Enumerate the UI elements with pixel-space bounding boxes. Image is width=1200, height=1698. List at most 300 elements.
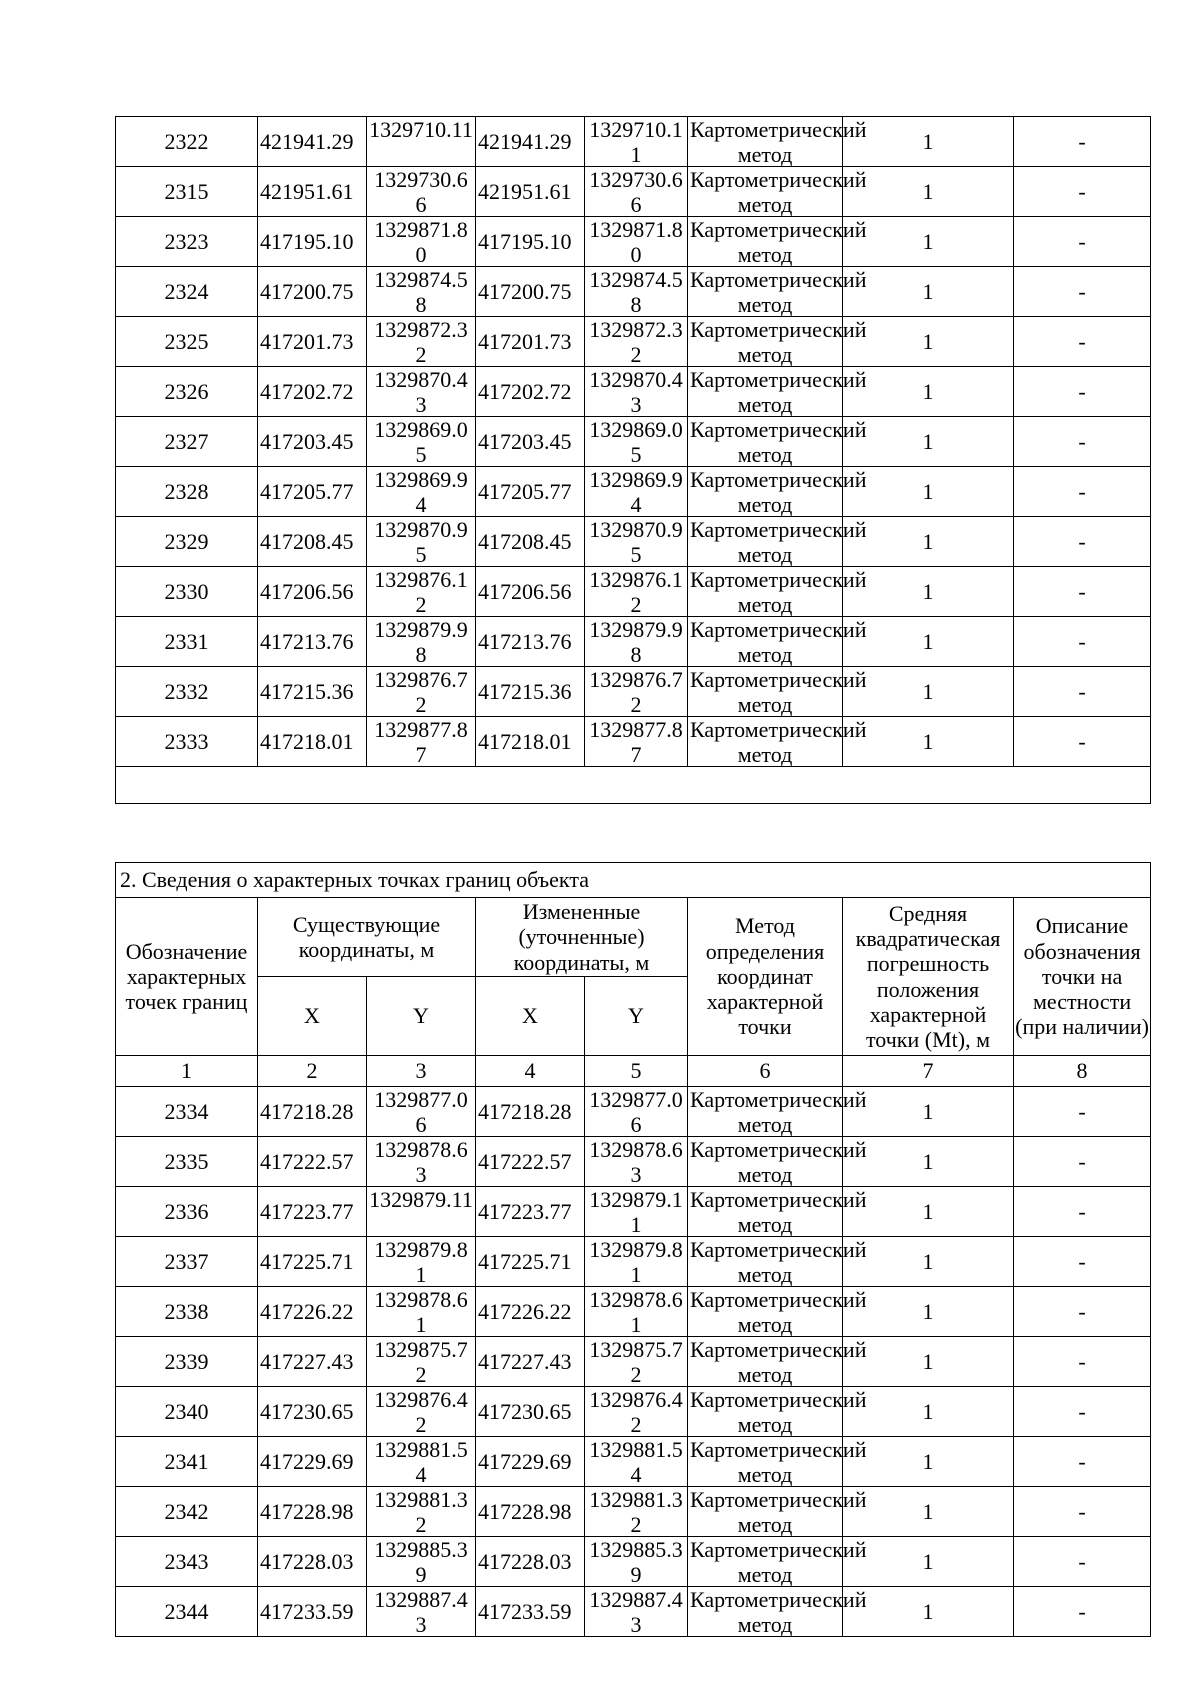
method-cell [688,367,867,417]
mean-error-cell: 1 [843,1537,1014,1587]
method-cell-text: Картометрический метод [690,567,867,617]
method-cell [688,1137,867,1187]
method-cell-text: Картометрический метод [690,1187,867,1237]
changed-y-cell-text: 1329879.98 [589,617,683,667]
changed-y-cell [585,267,688,317]
method-cell [688,617,867,667]
description-cell: - [1014,717,1151,767]
changed-x-cell: 417202.72 [476,367,585,417]
changed-y-cell [585,1587,688,1637]
existing-y-cell [367,417,476,467]
description-cell: - [1014,267,1151,317]
changed-y-cell [585,1287,688,1337]
description-cell: - [1014,1337,1151,1387]
point-number-cell: 2333 [116,717,258,767]
existing-y-cell [367,267,476,317]
existing-x-cell: 421941.29 [258,117,367,167]
existing-y-cell-text: 1329877.06 [374,1087,468,1137]
method-cell-text: Картометрический метод [690,267,867,317]
method-cell [688,317,867,367]
description-cell: - [1014,1387,1151,1437]
changed-y-cell-text: 1329878.61 [589,1287,683,1337]
table-row [116,1387,1151,1437]
existing-y-cell-text: 1329869.94 [374,467,468,517]
method-cell [688,217,867,267]
point-number-cell: 2338 [116,1287,258,1337]
existing-y-cell-text: 1329869.05 [374,417,468,467]
description-cell: - [1014,1437,1151,1487]
table-body [116,863,1151,1637]
changed-y-cell-text: 1329881.54 [589,1437,683,1487]
method-cell-text: Картометрический метод [690,217,867,267]
method-cell-text: Картометрический метод [690,667,867,717]
column-number: 1 [116,1056,258,1087]
changed-x-cell: 417200.75 [476,267,585,317]
changed-x-cell: 417195.10 [476,217,585,267]
coordinates-table-continued [115,116,1151,804]
method-cell-text: Картометрический метод [690,467,867,517]
existing-x-cell: 417215.36 [258,667,367,717]
existing-y-cell-text: 1329875.72 [374,1337,468,1387]
changed-y-cell [585,1087,688,1137]
existing-x-cell: 417213.76 [258,617,367,667]
changed-x-cell: 417228.03 [476,1537,585,1587]
description-cell: - [1014,1537,1151,1587]
existing-y-cell-text: 1329876.42 [374,1387,468,1437]
existing-y-cell [367,567,476,617]
existing-y-cell [367,1087,476,1137]
method-cell-text: Картометрический метод [690,1237,867,1287]
table-row [116,1587,1151,1637]
mean-error-cell: 1 [843,167,1014,217]
mean-error-cell: 1 [843,1237,1014,1287]
changed-y-cell-text: 1329876.12 [589,567,683,617]
point-number-cell: 2335 [116,1137,258,1187]
mean-error-cell: 1 [843,1387,1014,1437]
point-number-cell: 2336 [116,1187,258,1237]
method-cell-text: Картометрический метод [690,717,867,767]
description-cell: - [1014,1487,1151,1537]
existing-y-cell [367,717,476,767]
column-number: 4 [476,1056,585,1087]
changed-y-cell [585,1387,688,1437]
existing-x-cell: 417208.45 [258,517,367,567]
existing-x-cell: 417228.03 [258,1537,367,1587]
method-cell [688,1087,867,1137]
changed-x-cell: 417213.76 [476,617,585,667]
changed-y-cell-text: 1329869.94 [589,467,683,517]
existing-y-cell-text: 1329870.95 [374,517,468,567]
existing-x-cell: 417230.65 [258,1387,367,1437]
point-number-cell: 2327 [116,417,258,467]
description-cell: - [1014,617,1151,667]
changed-y-cell-text: 1329875.72 [589,1337,683,1387]
method-cell [688,1487,867,1537]
existing-x-cell: 417233.59 [258,1587,367,1637]
changed-y-cell [585,167,688,217]
changed-y-cell [585,567,688,617]
description-cell: - [1014,417,1151,467]
description-cell: - [1014,667,1151,717]
header-point-designation: Обозначение характерных точек границ [116,898,258,1056]
changed-y-cell [585,517,688,567]
table-row [116,617,1151,667]
mean-error-cell: 1 [843,567,1014,617]
changed-y-cell [585,467,688,517]
point-number-cell: 2322 [116,117,258,167]
point-number-cell: 2342 [116,1487,258,1537]
table-row [116,667,1151,717]
method-cell [688,517,867,567]
existing-y-cell [367,467,476,517]
method-cell [688,1187,867,1237]
existing-y-cell [367,667,476,717]
method-cell-text: Картометрический метод [690,1437,867,1487]
header-x-changed: X [476,977,585,1056]
point-number-cell: 2343 [116,1537,258,1587]
existing-y-cell-text: 1329878.63 [374,1137,468,1187]
point-number-cell: 2331 [116,617,258,667]
description-cell: - [1014,1087,1151,1137]
changed-y-cell [585,117,688,167]
method-cell [688,1537,867,1587]
changed-y-cell-text: 1329871.80 [589,217,683,267]
existing-y-cell [367,1537,476,1587]
changed-y-cell-text: 1329710.11 [589,117,683,167]
changed-y-cell-text: 1329870.43 [589,367,683,417]
existing-y-cell [367,617,476,667]
point-number-cell: 2344 [116,1587,258,1637]
column-number: 6 [688,1056,843,1087]
mean-error-cell: 1 [843,617,1014,667]
method-cell-text: Картометрический метод [690,1287,867,1337]
table-row [116,217,1151,267]
method-cell [688,1437,867,1487]
table-row [116,1187,1151,1237]
method-cell-text: Картометрический метод [690,317,867,367]
method-cell-text: Картометрический метод [690,367,867,417]
method-cell [688,1287,867,1337]
mean-error-cell: 1 [843,1087,1014,1137]
changed-x-cell: 417233.59 [476,1587,585,1637]
description-cell: - [1014,1287,1151,1337]
header-description: Описание обозначения точки на местности (при наличии) [1014,898,1151,1056]
point-number-cell: 2329 [116,517,258,567]
existing-x-cell: 417205.77 [258,467,367,517]
method-cell [688,117,867,167]
description-cell: - [1014,217,1151,267]
changed-y-cell [585,1187,688,1237]
method-cell [688,467,867,517]
description-cell: - [1014,567,1151,617]
changed-x-cell: 417205.77 [476,467,585,517]
existing-x-cell: 417218.01 [258,717,367,767]
mean-error-cell: 1 [843,117,1014,167]
column-number: 8 [1014,1056,1151,1087]
table-row [116,1087,1151,1137]
changed-y-cell-text: 1329730.66 [589,167,683,217]
table-row [116,1487,1151,1537]
existing-y-cell [367,217,476,267]
point-number-cell: 2328 [116,467,258,517]
changed-y-cell-text: 1329887.43 [589,1587,683,1637]
header-existing-coordinates: Существующие координаты, м [258,898,476,977]
changed-y-cell-text: 1329878.63 [589,1137,683,1187]
existing-y-cell [367,517,476,567]
boundary-points-table [115,862,1151,1637]
existing-x-cell: 417195.10 [258,217,367,267]
method-cell-text: Картометрический метод [690,1387,867,1437]
existing-y-cell-text: 1329870.43 [374,367,468,417]
method-cell-text: Картометрический метод [690,1137,867,1187]
changed-y-cell [585,1237,688,1287]
method-cell-text: Картометрический метод [690,1487,867,1537]
existing-y-cell [367,367,476,417]
changed-y-cell [585,367,688,417]
existing-y-cell [367,1437,476,1487]
mean-error-cell: 1 [843,1437,1014,1487]
mean-error-cell: 1 [843,267,1014,317]
existing-y-cell-text: 1329876.12 [374,567,468,617]
changed-x-cell: 417225.71 [476,1237,585,1287]
method-cell-text: Картометрический метод [690,117,867,167]
existing-y-cell [367,1187,476,1237]
existing-x-cell: 417223.77 [258,1187,367,1237]
changed-y-cell-text: 1329870.95 [589,517,683,567]
point-number-cell: 2315 [116,167,258,217]
changed-x-cell: 417218.28 [476,1087,585,1137]
table-row [116,1337,1151,1387]
mean-error-cell: 1 [843,1137,1014,1187]
changed-y-cell-text: 1329885.39 [589,1537,683,1587]
mean-error-cell: 1 [843,1337,1014,1387]
changed-y-cell [585,617,688,667]
description-cell: - [1014,1187,1151,1237]
description-cell: - [1014,167,1151,217]
table-row [116,517,1151,567]
section-title: 2. Сведения о характерных точках границ объекта [116,863,1151,898]
existing-y-cell [367,1237,476,1287]
mean-error-cell: 1 [843,667,1014,717]
table-row [116,367,1151,417]
header-y-existing: Y [367,977,476,1056]
existing-x-cell: 417202.72 [258,367,367,417]
changed-y-cell-text: 1329876.42 [589,1387,683,1437]
changed-x-cell: 421941.29 [476,117,585,167]
table-row [116,267,1151,317]
existing-x-cell: 417228.98 [258,1487,367,1537]
table-row [116,467,1151,517]
changed-y-cell [585,667,688,717]
changed-x-cell: 417215.36 [476,667,585,717]
existing-y-cell [367,1137,476,1187]
point-number-cell: 2340 [116,1387,258,1437]
changed-y-cell [585,1437,688,1487]
method-cell [688,717,867,767]
changed-y-cell [585,317,688,367]
point-number-cell: 2341 [116,1437,258,1487]
column-numbers-row [116,1056,1151,1087]
header-changed-coordinates: Измененные (уточненные) координаты, м [476,898,688,977]
existing-y-cell-text: 1329879.81 [374,1237,468,1287]
existing-x-cell: 417225.71 [258,1237,367,1287]
point-number-cell: 2325 [116,317,258,367]
method-cell-text: Картометрический метод [690,617,867,667]
table-row [116,417,1151,467]
column-number: 2 [258,1056,367,1087]
existing-x-cell: 417229.69 [258,1437,367,1487]
mean-error-cell: 1 [843,1587,1014,1637]
column-number: 7 [843,1056,1014,1087]
existing-x-cell: 417200.75 [258,267,367,317]
description-cell: - [1014,1237,1151,1287]
mean-error-cell: 1 [843,417,1014,467]
header-y-changed: Y [585,977,688,1056]
existing-y-cell-text: 1329885.39 [374,1537,468,1587]
table-row [116,567,1151,617]
point-number-cell: 2323 [116,217,258,267]
description-cell: - [1014,1137,1151,1187]
method-cell [688,417,867,467]
existing-y-cell-text: 1329887.43 [374,1587,468,1637]
empty-cell [116,767,1151,804]
changed-x-cell: 417208.45 [476,517,585,567]
changed-x-cell: 417227.43 [476,1337,585,1387]
changed-y-cell-text: 1329877.06 [589,1087,683,1137]
changed-y-cell [585,1487,688,1537]
changed-x-cell: 417228.98 [476,1487,585,1537]
mean-error-cell: 1 [843,517,1014,567]
changed-x-cell: 417223.77 [476,1187,585,1237]
table-row [116,717,1151,767]
method-cell-text: Картометрический метод [690,1587,867,1637]
column-number: 5 [585,1056,688,1087]
method-cell [688,1387,867,1437]
existing-y-cell [367,1587,476,1637]
existing-y-cell [367,1287,476,1337]
method-cell-text: Картометрический метод [690,1087,867,1137]
changed-x-cell: 417230.65 [476,1387,585,1437]
table-row [116,1537,1151,1587]
changed-x-cell: 417206.56 [476,567,585,617]
existing-x-cell: 421951.61 [258,167,367,217]
existing-y-cell [367,317,476,367]
existing-x-cell: 417203.45 [258,417,367,467]
point-number-cell: 2334 [116,1087,258,1137]
existing-y-cell-text: 1329710.11 [369,117,473,142]
changed-y-cell [585,217,688,267]
table-row [116,167,1151,217]
empty-row [116,767,1151,804]
changed-x-cell: 417226.22 [476,1287,585,1337]
method-cell [688,567,867,617]
existing-y-cell-text: 1329876.72 [374,667,468,717]
changed-y-cell-text: 1329879.11 [589,1187,683,1237]
existing-y-cell [367,117,476,167]
description-cell: - [1014,317,1151,367]
header-method: Метод определения координат характерной точки [688,898,843,1056]
table-row [116,1287,1151,1337]
table-row [116,1137,1151,1187]
existing-y-cell-text: 1329878.61 [374,1287,468,1337]
description-cell: - [1014,367,1151,417]
existing-y-cell [367,167,476,217]
description-cell: - [1014,517,1151,567]
existing-x-cell: 417206.56 [258,567,367,617]
changed-y-cell [585,1137,688,1187]
changed-x-cell: 417203.45 [476,417,585,467]
method-cell [688,1237,867,1287]
method-cell-text: Картометрический метод [690,167,867,217]
existing-x-cell: 417222.57 [258,1137,367,1187]
mean-error-cell: 1 [843,1287,1014,1337]
existing-y-cell [367,1487,476,1537]
header-mean-error: Средняя квадратическая погрешность положения характерной точки (Mt), м [843,898,1014,1056]
method-cell [688,667,867,717]
existing-y-cell-text: 1329871.80 [374,217,468,267]
mean-error-cell: 1 [843,717,1014,767]
mean-error-cell: 1 [843,367,1014,417]
existing-y-cell-text: 1329877.87 [374,717,468,767]
method-cell [688,1587,867,1637]
changed-y-cell-text: 1329869.05 [589,417,683,467]
table-row [116,317,1151,367]
changed-y-cell-text: 1329874.58 [589,267,683,317]
changed-y-cell-text: 1329881.32 [589,1487,683,1537]
table-row [116,1237,1151,1287]
existing-y-cell [367,1387,476,1437]
header-x-existing: X [258,977,367,1056]
method-cell-text: Картометрический метод [690,517,867,567]
changed-y-cell [585,1337,688,1387]
changed-x-cell: 417201.73 [476,317,585,367]
existing-x-cell: 417227.43 [258,1337,367,1387]
existing-y-cell-text: 1329879.98 [374,617,468,667]
changed-x-cell: 417218.01 [476,717,585,767]
point-number-cell: 2330 [116,567,258,617]
changed-y-cell [585,717,688,767]
changed-x-cell: 417229.69 [476,1437,585,1487]
changed-y-cell [585,417,688,467]
method-cell-text: Картометрический метод [690,1537,867,1587]
point-number-cell: 2337 [116,1237,258,1287]
mean-error-cell: 1 [843,317,1014,367]
existing-x-cell: 417218.28 [258,1087,367,1137]
table-row [116,1437,1151,1487]
existing-y-cell [367,1337,476,1387]
table-body [116,117,1151,804]
description-cell: - [1014,117,1151,167]
point-number-cell: 2339 [116,1337,258,1387]
table-row [116,117,1151,167]
mean-error-cell: 1 [843,217,1014,267]
existing-y-cell-text: 1329872.32 [374,317,468,367]
changed-y-cell-text: 1329876.72 [589,667,683,717]
description-cell: - [1014,467,1151,517]
existing-y-cell-text: 1329881.54 [374,1437,468,1487]
method-cell [688,267,867,317]
mean-error-cell: 1 [843,467,1014,517]
point-number-cell: 2324 [116,267,258,317]
column-number: 3 [367,1056,476,1087]
method-cell-text: Картометрический метод [690,417,867,467]
existing-x-cell: 417226.22 [258,1287,367,1337]
changed-y-cell-text: 1329877.87 [589,717,683,767]
method-cell [688,167,867,217]
method-cell-text: Картометрический метод [690,1337,867,1387]
method-cell [688,1337,867,1387]
description-cell: - [1014,1587,1151,1637]
